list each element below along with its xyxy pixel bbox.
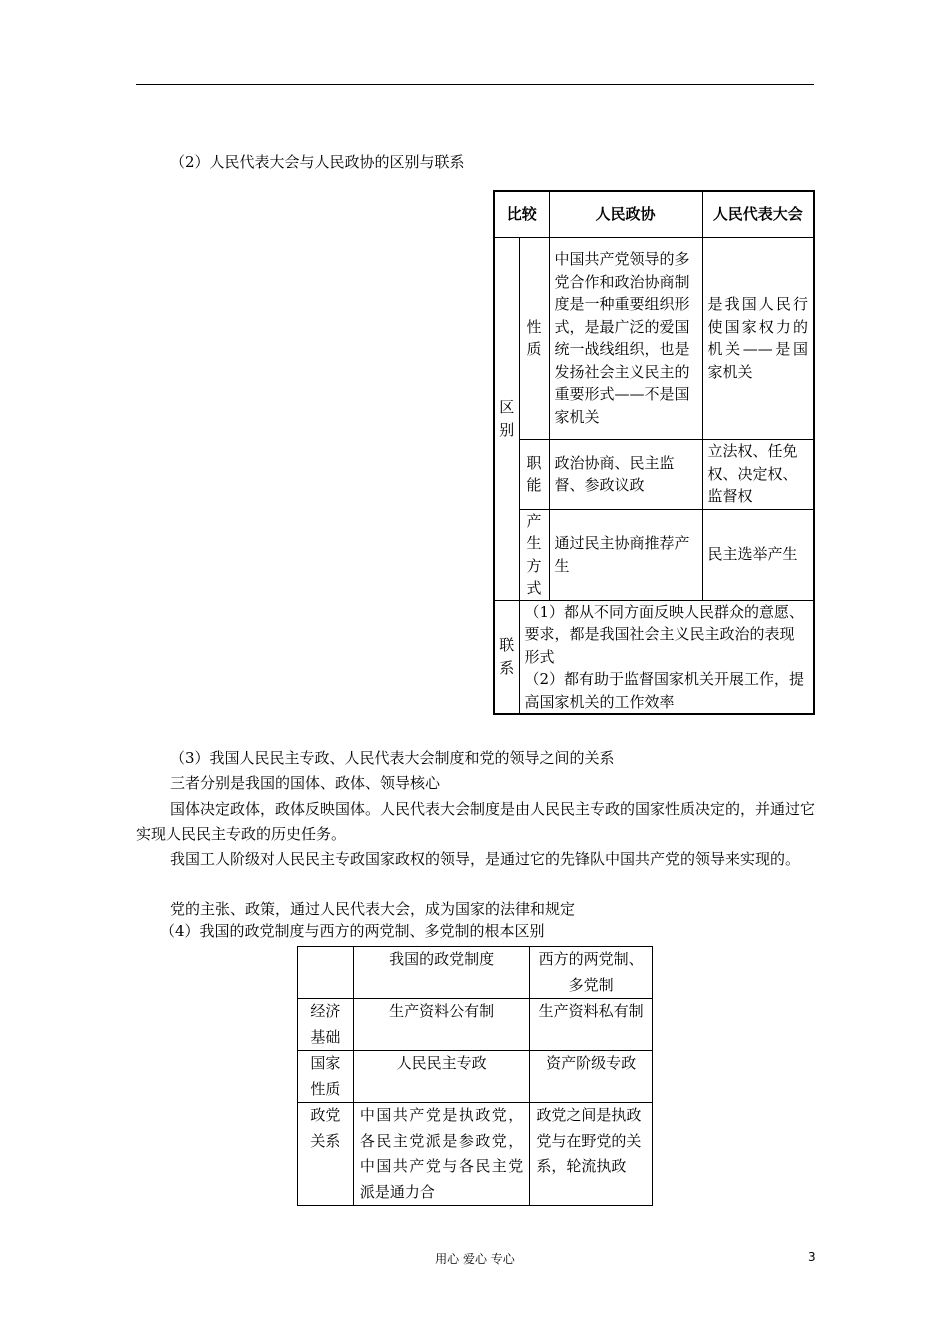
header-cppcc: 人民政协 [549,191,702,237]
cell-npc-nature: 是我国人民行使国家权力的机关——是国家机关 [702,237,814,439]
difference-label: 区别 [494,237,519,600]
paragraph-1: 三者分别是我国的国体、政体、领导核心 [170,774,441,792]
link-item-1: （1）都从不同方面反映人民群众的意愿、要求，都是我国社会主义民主政治的表现形式 [524,602,805,666]
cell-china-state-nature: 人民民主专政 [353,1051,529,1103]
header-npc: 人民代表大会 [702,191,814,237]
cell-west-state-nature: 资产阶级专政 [530,1051,653,1103]
row-label-origin: 产生方式 [519,509,549,600]
header-blank [298,947,354,999]
npc-cppcc-comparison-table [493,190,815,715]
page-number: 3 [808,1250,816,1264]
cell-china-economic-base: 生产资料公有制 [353,999,529,1051]
section-heading-3: （3）我国人民民主专政、人民代表大会制度和党的领导之间的关系 [170,749,615,767]
link-item-2: （2）都有助于监督国家机关开展工作，提高国家机关的工作效率 [524,670,805,711]
row-label-state-nature: 国家性质 [298,1051,354,1103]
cell-npc-origin: 民主选举产生 [702,509,814,600]
cell-npc-function: 立法权、任免权、决定权、监督权 [702,439,814,509]
paragraph-3: 我国工人阶级对人民民主专政国家政权的领导，是通过它的先锋队中国共产党的领导来实现的。 [170,850,801,868]
header-western-system: 西方的两党制、多党制 [530,947,653,999]
cell-west-party-relation: 政党之间是执政党与在野党的关系，轮流执政 [530,1103,653,1206]
row-label-nature: 性质 [519,237,549,439]
section-heading-2: （2）人民代表大会与人民政协的区别与联系 [170,153,465,171]
cell-china-party-relation: 中国共产党是执政党，各民主党派是参政党，中国共产党与各民主党派是通力合 [353,1103,529,1206]
party-system-comparison-table [297,946,653,1206]
header-compare: 比较 [494,191,549,237]
page-footer: 用心 爱心 专心 [435,1252,515,1266]
cell-cppcc-origin: 通过民主协商推荐产生 [549,509,702,600]
row-label-economic-base: 经济基础 [298,999,354,1051]
cell-cppcc-function: 政治协商、民主监督、参政议政 [549,439,702,509]
header-china-system: 我国的政党制度 [353,947,529,999]
paragraph-4: 党的主张、政策，通过人民代表大会，成为国家的法律和规定 [170,900,576,918]
row-label-party-relation: 政党关系 [298,1103,354,1206]
cell-west-economic-base: 生产资料私有制 [530,999,653,1051]
header-rule [136,84,814,85]
cell-cppcc-nature: 中国共产党领导的多党合作和政治协商制度是一种重要组织形式，是最广泛的爱国统一战线组织，也是发扬社会主义民主的重要形式——不是国家机关 [549,237,702,439]
link-label: 联系 [494,600,519,714]
paragraph-2: 国体决定政体，政体反映国体。人民代表大会制度是由人民民主专政的国家性质决定的，并通过它实现人民民主专政的历史任务。 [136,800,816,843]
section-heading-4: （4）我国的政党制度与西方的两党制、多党制的根本区别 [160,922,545,940]
row-label-function: 职能 [519,439,549,509]
link-cell [519,600,814,714]
